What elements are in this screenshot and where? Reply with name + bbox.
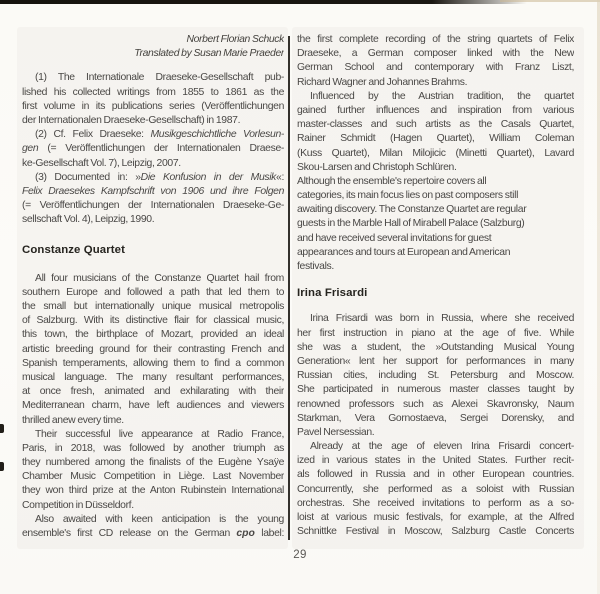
text-segment: musical language. The many resultant performances, bbox=[22, 371, 284, 383]
text-line bbox=[297, 525, 574, 539]
text-line bbox=[297, 104, 574, 118]
text-line bbox=[297, 426, 574, 440]
emphasized-text: Norbert Florian Schuck bbox=[186, 34, 284, 45]
text-segment: als followed in Russia and in other European countries. bbox=[297, 469, 574, 481]
text-line bbox=[297, 246, 574, 260]
text-segment: lished his collected writings from 1855 to 1861 as the bbox=[22, 86, 284, 98]
text-line bbox=[297, 260, 574, 274]
text-line bbox=[297, 355, 574, 369]
text-segment: categories, its main focus lies on past composers still bbox=[297, 190, 519, 202]
text-line bbox=[22, 199, 284, 213]
text-segment: Already at the age of eleven Irina Frisardi concert- bbox=[310, 441, 574, 453]
text-segment: Irina Frisardi was born in Russia, where she received bbox=[310, 313, 574, 325]
text-segment: guests in the Marble Hall of Mirabell Palace (Salzburg) bbox=[297, 218, 525, 230]
scan-artifact-left-tick bbox=[0, 424, 4, 433]
text-line bbox=[297, 47, 574, 61]
paragraph bbox=[22, 428, 284, 513]
text-line bbox=[297, 217, 574, 231]
text-line bbox=[22, 314, 284, 328]
text-segment: ized in various states in the United States. Further recit- bbox=[297, 455, 574, 467]
emphasized-text: Translated by Susan Marie Praeder bbox=[134, 48, 284, 60]
paragraph bbox=[22, 128, 284, 171]
text-line bbox=[22, 442, 284, 456]
text-line bbox=[22, 300, 284, 314]
text-line bbox=[297, 398, 574, 412]
text-segment: Influenced by the Austrian tradition, the quartet bbox=[310, 90, 574, 102]
text-line bbox=[22, 428, 284, 442]
text-line bbox=[297, 118, 574, 132]
text-segment: loist at various music festivals, for example, at the Alfred bbox=[297, 512, 574, 523]
text-line bbox=[22, 385, 284, 399]
text-line bbox=[22, 357, 284, 371]
text-segment: and have received several invitations for guest bbox=[297, 232, 492, 244]
text-line bbox=[22, 328, 284, 342]
text-segment: Mediterranean charm, have left audiences and viewers bbox=[22, 400, 284, 412]
section-heading: Irina Frisardi bbox=[297, 287, 368, 300]
text-line bbox=[22, 86, 284, 100]
text-segment: awaiting discovery. The Constanze Quartet are regular bbox=[297, 204, 527, 216]
text-line bbox=[297, 454, 574, 468]
text-column-right bbox=[297, 33, 574, 539]
section-heading: Constanze Quartet bbox=[22, 244, 125, 257]
text-segment: Pavel Nersessian. bbox=[297, 426, 375, 438]
text-line bbox=[22, 484, 284, 498]
text-line bbox=[297, 189, 574, 203]
text-segment: (1) The Internationale Draeseke-Gesellschaft pub- bbox=[35, 72, 284, 84]
text-segment: Although the ensemble's repertoire covers all bbox=[297, 175, 487, 187]
paragraph bbox=[297, 440, 574, 539]
text-segment: Draeseke, a German composer linked with the New bbox=[297, 48, 574, 60]
text-line bbox=[297, 341, 574, 355]
text-line bbox=[22, 470, 284, 484]
text-segment: Skou-Larsen and Christoph Schlüren. bbox=[297, 161, 457, 173]
text-line bbox=[22, 142, 284, 156]
text-segment: ke-Gesellschaft Vol. 7), Leipzig, 2007. bbox=[22, 157, 181, 169]
text-line bbox=[22, 128, 284, 142]
text-segment: Richard Wagner and Johannes Brahms. bbox=[297, 76, 468, 88]
scan-edge-top-bar bbox=[0, 0, 527, 4]
text-line bbox=[297, 132, 574, 146]
text-segment: appearances and tours at European and American bbox=[297, 246, 511, 258]
text-segment: (3) Documented in: » bbox=[35, 171, 141, 183]
text-segment: Starkman, Vera Gornostaeva, Sergei Dorensky, and bbox=[297, 412, 574, 424]
text-line bbox=[22, 272, 284, 286]
text-segment: Concurrently, she performed as a soloist with Russian bbox=[297, 483, 574, 495]
text-segment: master-classes and such artists as the Casals Quartet, bbox=[297, 119, 574, 131]
text-segment: «: bbox=[276, 171, 284, 183]
text-segment: Schnittke Festival in Moscow, Salzburg Castle Concerts bbox=[297, 526, 574, 538]
text-line bbox=[22, 185, 284, 199]
text-line bbox=[297, 203, 574, 217]
text-segment: der Internationalen Draeseke-Gesellschaft) in 1987. bbox=[22, 114, 241, 126]
text-line bbox=[22, 499, 284, 513]
text-line bbox=[297, 61, 574, 75]
text-line bbox=[297, 383, 574, 397]
text-segment: southern Europe and followed a path that led them to bbox=[22, 286, 284, 298]
text-line bbox=[297, 511, 574, 525]
text-line bbox=[297, 440, 574, 454]
emphasized-text: Musikgeschichtliche Vorlesun- bbox=[150, 129, 284, 141]
text-segment: the small but internationally unique musical metropolis bbox=[22, 301, 284, 312]
text-segment: Russian cities, including St. Petersburg and Moscow. bbox=[297, 370, 574, 382]
text-line bbox=[297, 33, 574, 47]
emphasized-text: Felix Draesekes Kampfschrift von 1906 und ihre Folgen bbox=[22, 185, 284, 197]
text-segment: her first instruction in piano at the age of five. While bbox=[297, 327, 574, 339]
text-line bbox=[22, 414, 284, 428]
text-line bbox=[22, 47, 284, 61]
text-segment: Competition in Düsseldorf. bbox=[22, 499, 134, 511]
text-line bbox=[22, 171, 284, 185]
text-line bbox=[22, 100, 284, 114]
text-segment: festivals. bbox=[297, 261, 334, 272]
text-segment: thrilled anew every time. bbox=[22, 414, 124, 426]
text-line bbox=[297, 175, 574, 189]
text-segment: ensemble's first CD release on the German bbox=[22, 528, 237, 539]
column-divider-rule bbox=[288, 36, 290, 540]
paragraph bbox=[22, 513, 284, 541]
text-line bbox=[297, 369, 574, 383]
scan-edge-top-faint-line bbox=[500, 0, 600, 2]
text-line bbox=[22, 513, 284, 527]
text-line bbox=[22, 371, 284, 385]
text-segment: of Salzburg. With its distinctive flair for classical music, bbox=[22, 315, 284, 327]
text-segment: Generation« lent her support for performances in many bbox=[297, 355, 574, 367]
text-column-left bbox=[22, 33, 284, 541]
text-line bbox=[22, 286, 284, 300]
text-segment: (Kuss Quartet), Milan Milojicic (Minetti Quartet), Lavard bbox=[297, 147, 574, 159]
text-line bbox=[22, 71, 284, 85]
paragraph bbox=[22, 71, 284, 128]
byline bbox=[22, 33, 284, 61]
text-segment: Their successful live appearance at Radio France, bbox=[35, 428, 284, 440]
text-segment: (= Veröffentlichungen der Internationalen Draeseke-Ge- bbox=[22, 200, 284, 212]
text-line bbox=[297, 468, 574, 482]
text-segment: sellschaft Vol. 4), Leipzig, 1990. bbox=[22, 214, 155, 226]
page-number: 29 bbox=[293, 549, 307, 561]
text-line bbox=[297, 76, 574, 90]
emphasized-text: Die Konfusion in der Musik bbox=[140, 171, 277, 183]
text-line bbox=[22, 157, 284, 171]
text-line bbox=[297, 232, 574, 246]
text-segment: Chamber Music Competition in Liège. Last November bbox=[22, 471, 284, 483]
text-line bbox=[297, 412, 574, 426]
text-segment: She participated in numerous master classes taught by bbox=[297, 384, 574, 396]
paragraph bbox=[297, 312, 574, 440]
text-segment: the first complete recording of the string quartets of Felix bbox=[297, 34, 574, 45]
text-line bbox=[22, 213, 284, 227]
text-segment: Rainer Schmidt (Hagen Quartet), William Coleman bbox=[297, 133, 574, 145]
text-line bbox=[297, 483, 574, 497]
paragraph bbox=[297, 33, 574, 90]
text-segment: orchestras. She received invitations to perform as a so- bbox=[297, 497, 574, 509]
emphasized-text: gen bbox=[22, 143, 39, 155]
text-segment: artistic breeding ground for their contrasting French and bbox=[22, 343, 284, 355]
text-segment: Also awaited with keen anticipation is the young bbox=[35, 513, 284, 525]
text-line bbox=[22, 33, 284, 47]
emphasized-text: cpo bbox=[236, 528, 255, 539]
text-line bbox=[297, 497, 574, 511]
text-segment: she was a student, the »Outstanding Musical Young bbox=[297, 341, 574, 353]
text-line bbox=[22, 527, 284, 541]
text-line bbox=[22, 456, 284, 470]
paragraph bbox=[297, 90, 574, 175]
text-segment: they won third prize at the Anton Rubinstein International bbox=[22, 485, 284, 497]
text-segment: they numbered among the finalists of the Eugène Ysaÿe bbox=[22, 457, 284, 469]
text-segment: first volume in its publications series (Veröffentlichungen bbox=[22, 100, 284, 112]
text-line bbox=[22, 114, 284, 128]
text-segment: German School and contemporary with Franz Liszt, bbox=[297, 62, 574, 74]
text-segment: label: bbox=[254, 528, 284, 539]
text-line bbox=[22, 343, 284, 357]
text-line bbox=[297, 312, 574, 326]
text-line bbox=[297, 161, 574, 175]
text-segment: (2) Cf. Felix Draeseke: bbox=[35, 129, 151, 141]
scan-artifact-left-tick bbox=[0, 462, 4, 471]
text-segment: (= Veröffentlichungen der Internationalen Draese- bbox=[38, 143, 284, 155]
text-segment: All four musicians of the Constanze Quartet hail from bbox=[35, 272, 284, 284]
text-segment: this town, the birthplace of Mozart, provided an ideal bbox=[22, 329, 284, 341]
paragraph bbox=[297, 175, 574, 274]
text-line bbox=[297, 147, 574, 161]
text-segment: Paris, in 2018, was followed by another triumph as bbox=[22, 442, 284, 454]
text-line bbox=[22, 399, 284, 413]
text-line bbox=[297, 327, 574, 341]
text-segment: renowned professors such as Alexei Skavronsky, Naum bbox=[297, 398, 574, 410]
paragraph bbox=[22, 171, 284, 228]
text-segment: Spanish temperaments, allowing them to find a common bbox=[22, 357, 284, 369]
text-line bbox=[297, 90, 574, 104]
paragraph bbox=[22, 272, 284, 428]
text-segment: at once fresh, animated and exhilarating with their bbox=[22, 386, 284, 398]
text-segment: gained further influences and inspiration from various bbox=[297, 104, 574, 116]
